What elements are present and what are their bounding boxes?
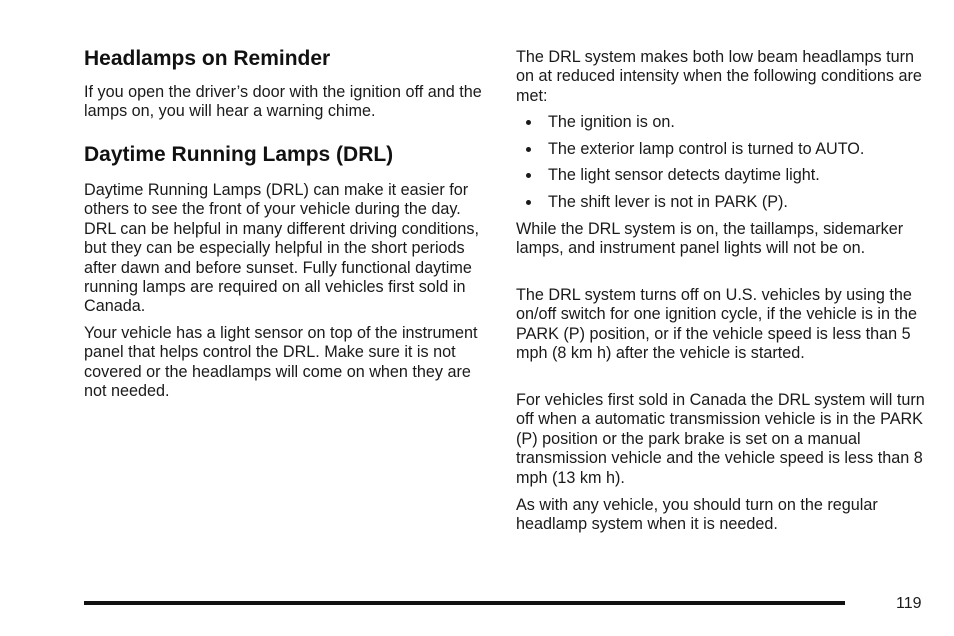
bullet-icon — [526, 120, 531, 125]
footer-divider — [84, 601, 845, 605]
regular-headlamp-advice: As with any vehicle, you should turn on the regular headlamp system when it is needed. — [516, 496, 878, 534]
page-number: 119 — [896, 595, 922, 612]
drl-canada-turn-off-text: For vehicles first sold in Canada the DRL system will turn off when a automatic transmission vehicle is in the PARK (P) position or the park brake is set on a manual transmission vehicle and the vehicle speed is less than 8 mph (13 km h). — [516, 391, 925, 487]
drl-system-intro: The DRL system makes both low beam headlamps turn on at reduced intensity when the following conditions are met: — [516, 48, 922, 105]
list-item — [516, 140, 926, 167]
bullet-icon — [526, 200, 531, 205]
list-item — [516, 113, 926, 140]
list-item — [516, 193, 926, 220]
conditions-list — [516, 113, 926, 219]
drl-heading: Daytime Running Lamps (DRL) — [84, 143, 394, 166]
list-item-text: The exterior lamp control is turned to AUTO. — [548, 139, 865, 158]
list-item-text: The shift lever is not in PARK (P). — [548, 192, 788, 211]
list-item-text: The ignition is on. — [548, 113, 675, 131]
drl-paragraph-2: Your vehicle has a light sensor on top of the instrument panel that helps control the DRL. Make sure it is not covered or the headlamps will come on when they are not needed. — [84, 324, 478, 401]
drl-paragraph-1: Daytime Running Lamps (DRL) can make it easier for others to see the front of your vehicle during the day. DRL can be helpful in many different driving conditions, but they can be especially helpful in the short periods after dawn and before sunset. Fully functional daytime running lamps are required on all vehicles first sold in Canada. — [84, 181, 480, 316]
headlamps-reminder-text: If you open the driver’s door with the ignition off and the lamps on, you will hear a warning chime. — [84, 83, 482, 121]
headlamps-reminder-heading: Headlamps on Reminder — [84, 47, 331, 70]
drl-us-turn-off-text: The DRL system turns off on U.S. vehicles by using the on/off switch for one ignition cycle, if the vehicle is in the PARK (P) position, or if the vehicle speed is less than 5 mph (8 km h) after the vehicle is started. — [516, 286, 918, 363]
bullet-icon — [526, 147, 531, 152]
list-item — [516, 166, 926, 193]
list-item-text: The light sensor detects daytime light. — [548, 166, 820, 184]
bullet-icon — [526, 173, 531, 178]
drl-lights-off-text: While the DRL system is on, the taillamps, sidemarker lamps, and instrument panel lights will not be on. — [516, 220, 904, 258]
